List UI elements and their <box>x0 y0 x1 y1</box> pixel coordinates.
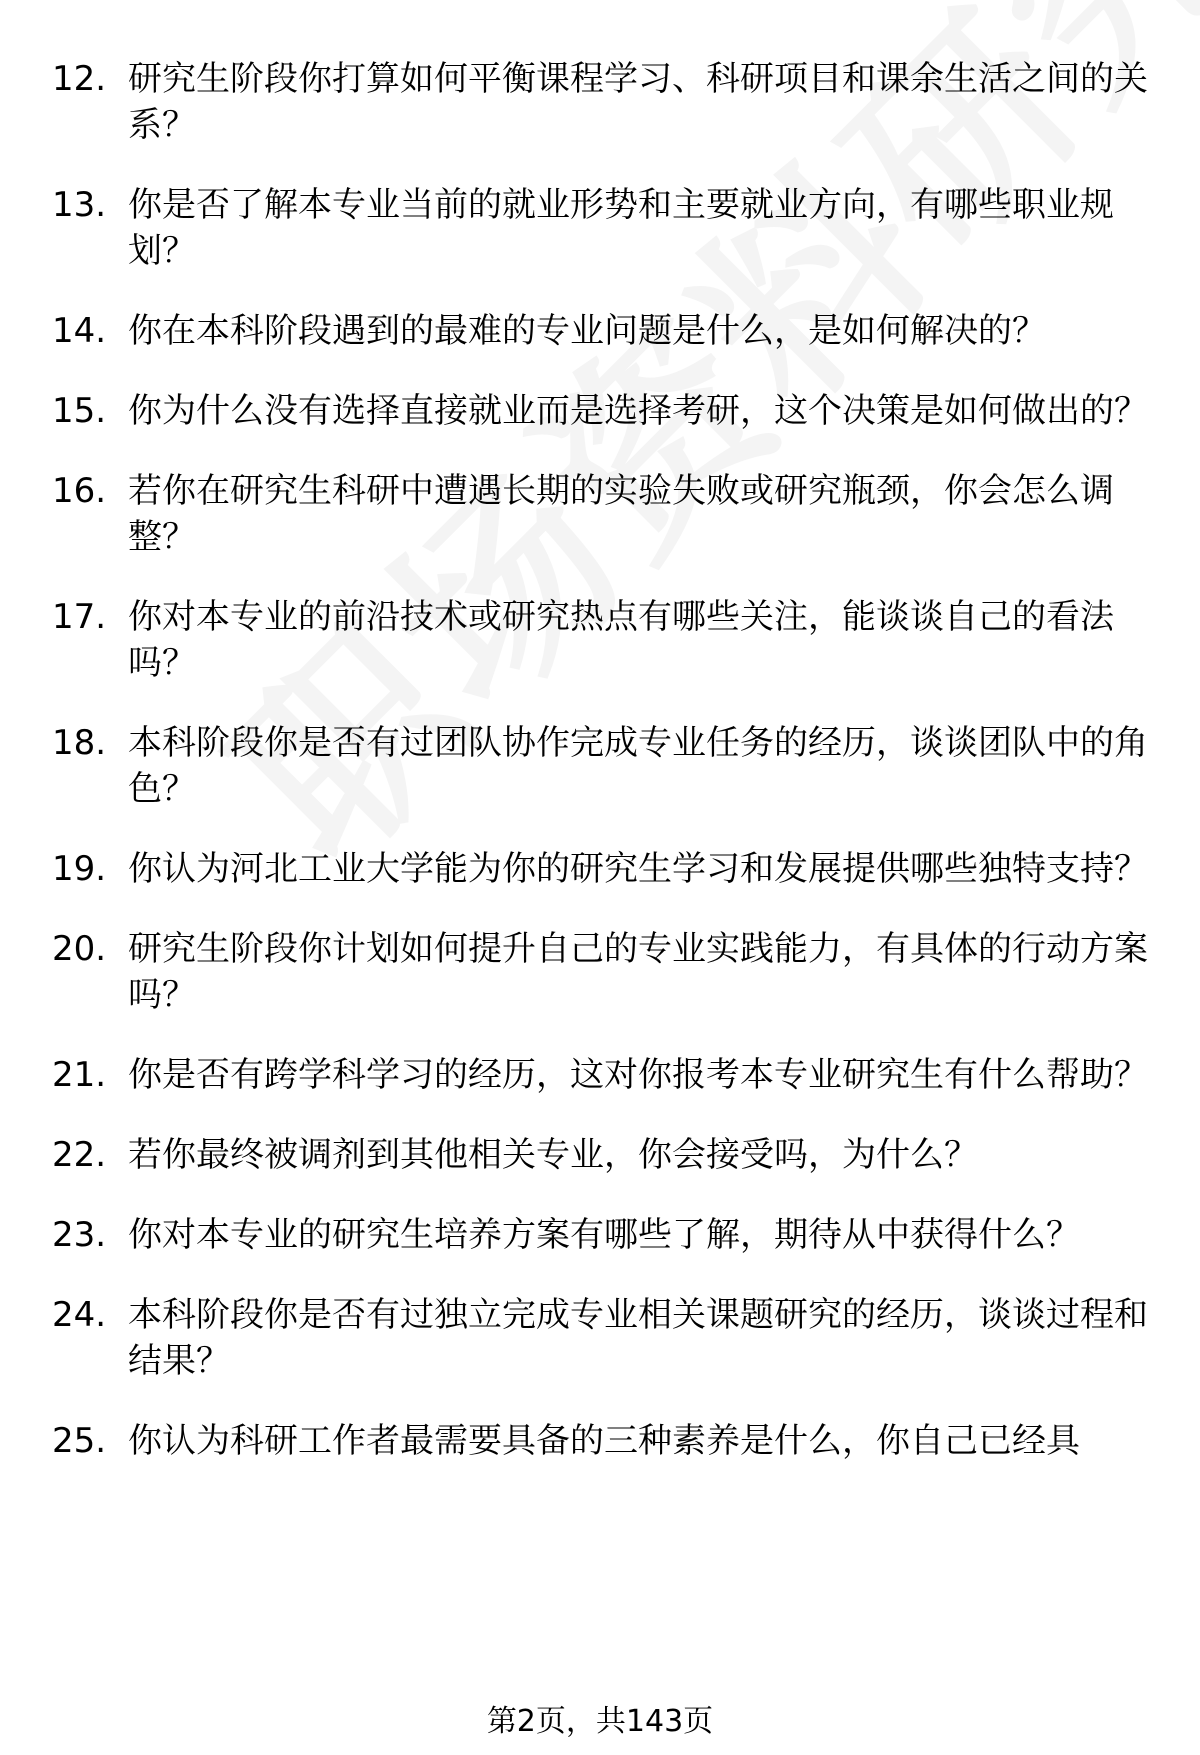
question-list <box>52 56 1152 1464</box>
question-item <box>52 594 1152 686</box>
question-text: 你是否了解本专业当前的就业形势和主要就业方向，有哪些职业规划？ <box>128 185 1114 271</box>
question-item <box>52 56 1152 148</box>
question-text: 你为什么没有选择直接就业而是选择考研，这个决策是如何做出的？ <box>128 391 1148 431</box>
question-item <box>52 182 1152 274</box>
question-number: 16. <box>52 471 107 511</box>
page-footer: 第2页，共143页 <box>486 1704 714 1739</box>
question-item <box>52 468 1152 560</box>
question-item <box>52 388 1152 434</box>
question-number: 24. <box>52 1295 107 1335</box>
question-number: 18. <box>52 723 107 763</box>
question-text: 你是否有跨学科学习的经历，这对你报考本专业研究生有什么帮助？ <box>128 1055 1148 1095</box>
question-item <box>52 1212 1152 1258</box>
question-text: 你对本专业的前沿技术或研究热点有哪些关注，能谈谈自己的看法吗？ <box>128 597 1114 683</box>
question-number: 20. <box>52 929 107 969</box>
question-number: 12. <box>52 59 107 99</box>
question-text: 你在本科阶段遇到的最难的专业问题是什么，是如何解决的？ <box>128 311 1046 351</box>
question-item <box>52 1292 1152 1384</box>
question-text: 本科阶段你是否有过独立完成专业相关课题研究的经历，谈谈过程和结果？ <box>128 1295 1148 1381</box>
question-text: 本科阶段你是否有过团队协作完成专业任务的经历，谈谈团队中的角色？ <box>128 723 1148 809</box>
question-number: 17. <box>52 597 107 637</box>
question-number: 23. <box>52 1215 107 1255</box>
question-text: 你认为河北工业大学能为你的研究生学习和发展提供哪些独特支持？ <box>128 849 1148 889</box>
question-text: 若你在研究生科研中遭遇长期的实验失败或研究瓶颈，你会怎么调整？ <box>128 471 1114 557</box>
question-item <box>52 1418 1152 1464</box>
question-number: 15. <box>52 391 107 431</box>
question-text: 研究生阶段你计划如何提升自己的专业实践能力，有具体的行动方案吗？ <box>128 929 1148 1015</box>
question-item <box>52 926 1152 1018</box>
question-number: 14. <box>52 311 107 351</box>
question-text: 你对本专业的研究生培养方案有哪些了解，期待从中获得什么？ <box>128 1215 1080 1255</box>
question-number: 25. <box>52 1421 107 1461</box>
question-item <box>52 1132 1152 1178</box>
question-number: 22. <box>52 1135 107 1175</box>
question-item <box>52 1052 1152 1098</box>
question-item <box>52 720 1152 812</box>
question-item <box>52 308 1152 354</box>
question-text: 研究生阶段你打算如何平衡课程学习、科研项目和课余生活之间的关系？ <box>128 59 1148 145</box>
question-text: 你认为科研工作者最需要具备的三种素养是什么，你自己已经具 <box>128 1421 1080 1461</box>
question-number: 13. <box>52 185 107 225</box>
question-item <box>52 846 1152 892</box>
question-number: 21. <box>52 1055 107 1095</box>
question-text: 若你最终被调剂到其他相关专业，你会接受吗，为什么？ <box>128 1135 978 1175</box>
question-number: 19. <box>52 849 107 889</box>
